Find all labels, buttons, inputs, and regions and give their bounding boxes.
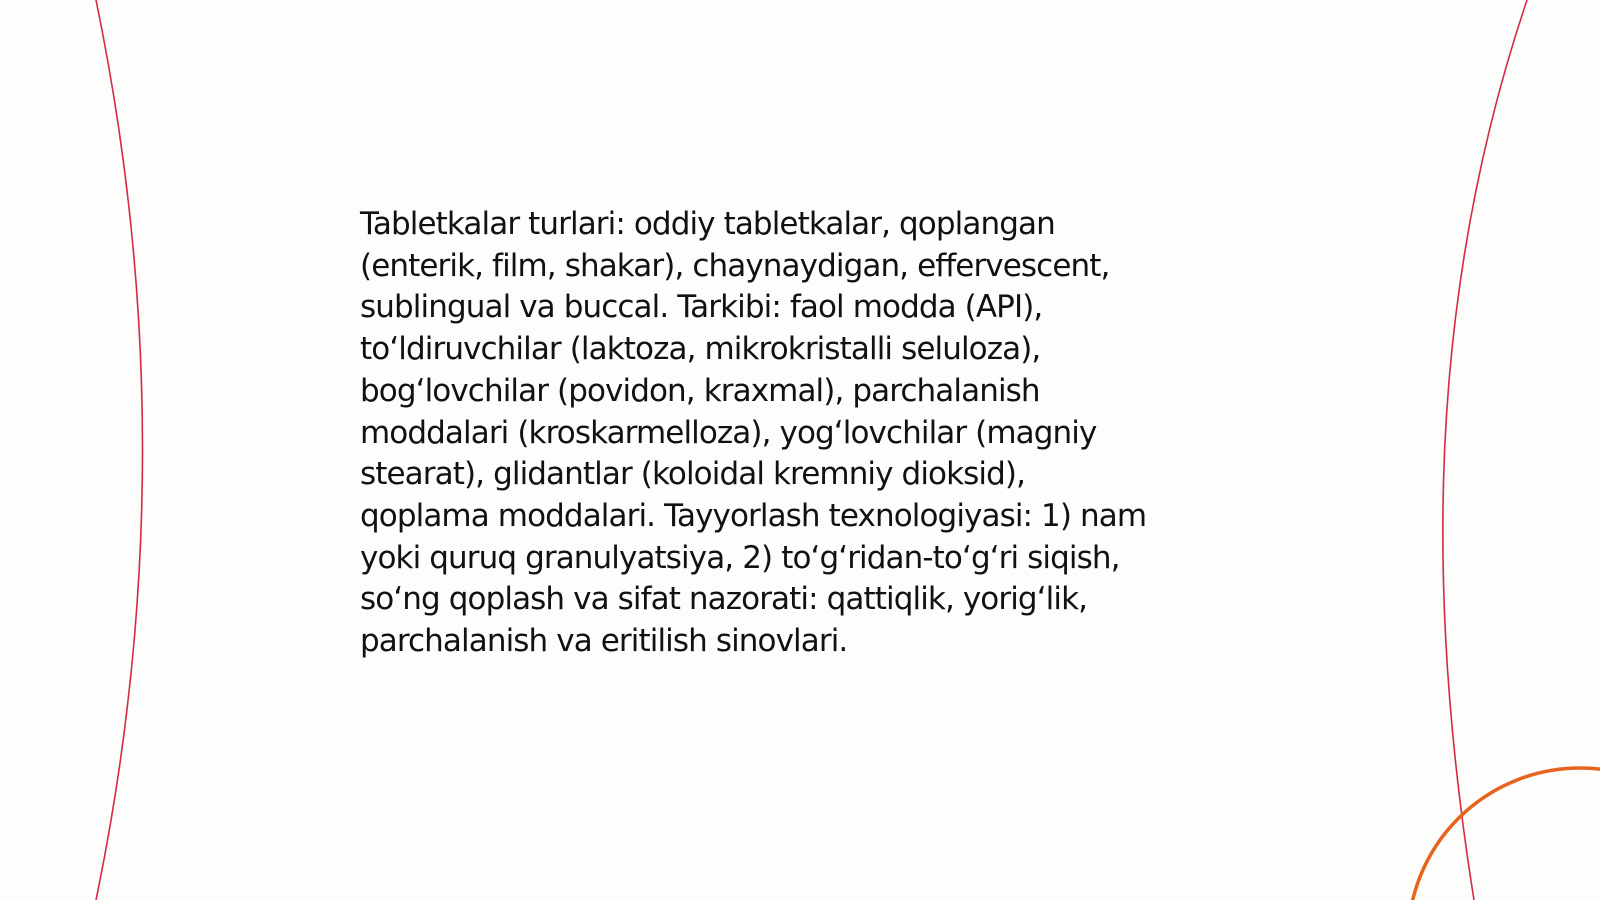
text-line: yoki quruq granulyatsiya, 2) to‘g‘ridan-to‘g‘ri siqish, [360,539,1120,576]
text-line: qoplama moddalari. Tayyorlash texnologiyasi: 1) nam [360,497,1147,534]
text-line: bog‘lovchilar (povidon, kraxmal), parchalanish [360,372,1040,409]
right-curve-decoration [1443,0,1527,900]
left-curve-decoration [96,0,143,900]
text-line: stearat), glidantlar (koloidal kremniy dioksid), [360,456,1026,493]
text-line: (enterik, film, shakar), chaynaydigan, effervescent, [360,247,1110,284]
text-line: sublingual va buccal. Tarkibi: faol modda (API), [360,289,1043,326]
text-line: to‘ldiruvchilar (laktoza, mikrokristalli seluloza), [360,331,1041,368]
orange-arc-decoration [1408,768,1600,900]
text-line: parchalanish va eritilish sinovlari. [360,623,848,660]
text-line: Tabletkalar turlari: oddiy tabletkalar, qoplangan [360,206,1055,242]
text-line: so‘ng qoplash va sifat nazorati: qattiqlik, yorig‘lik, [360,581,1088,618]
text-line: moddalari (kroskarmelloza), yog‘lovchilar (magniy [360,414,1097,451]
slide-body-text [360,204,1240,663]
